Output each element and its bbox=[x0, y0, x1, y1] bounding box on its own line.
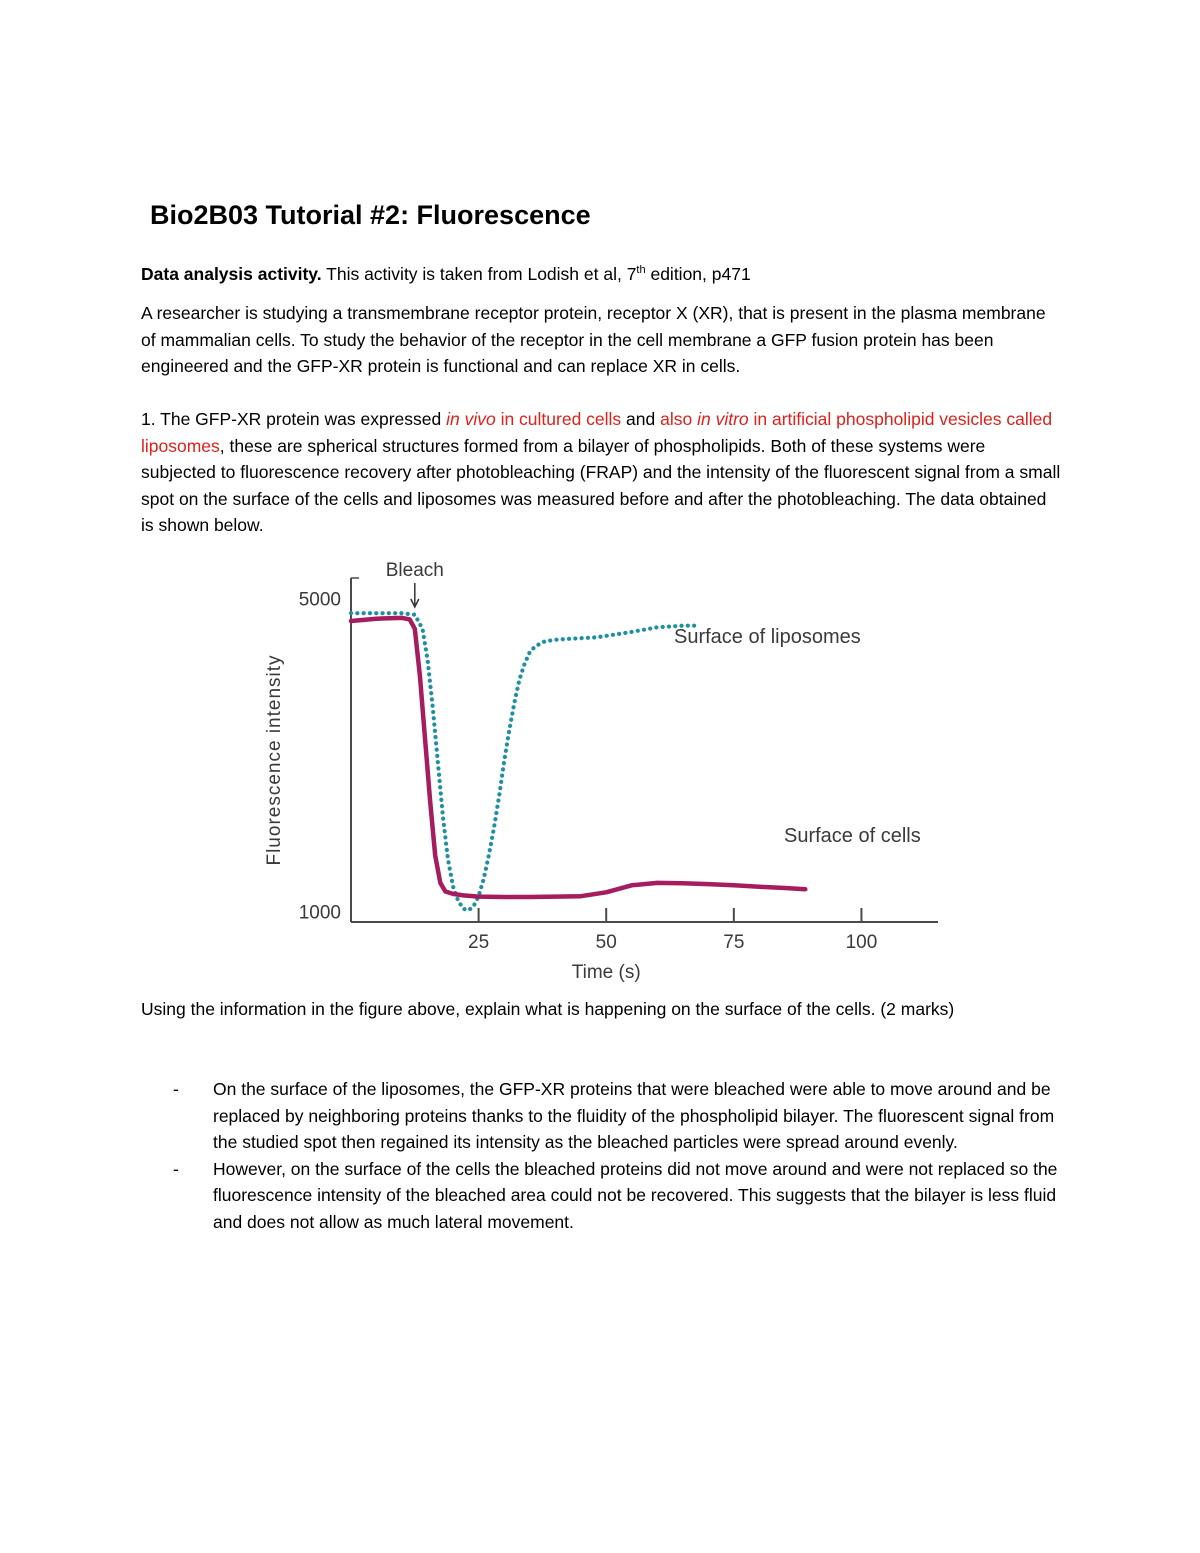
in-vitro-text: in vitro bbox=[697, 409, 749, 429]
question-prompt: Using the information in the figure above, explain what is happening on the surface of the cells. (2 marks) bbox=[141, 999, 955, 1019]
answer-text: On the surface of the liposomes, the GFP-XR proteins that were bleached were able to move around and be replaced by neighboring proteins thanks to the fluidity of the phospholipid bilayer. The fluorescent signal from the studied spot then regained its intensity as the bleached particles were spread around evenly. bbox=[213, 1079, 1055, 1152]
x-tick-label: 75 bbox=[723, 932, 745, 953]
y-tick-label: 1000 bbox=[298, 902, 341, 924]
intro-label: Data analysis activity. bbox=[141, 264, 322, 284]
answer-text: However, on the surface of the cells the bleached proteins did not move around and were not replaced so the fluorescence intensity of the bleached area could not be recovered. This suggests that the bilayer is less fluid and does not allow as much lateral movement. bbox=[213, 1158, 1058, 1232]
y-axis-label: Fluorescence intensity bbox=[264, 654, 285, 866]
cultured-cells-text: in cultured cells bbox=[495, 409, 622, 429]
y-tick-label: 5000 bbox=[298, 589, 341, 611]
x-tick-label: 50 bbox=[595, 932, 617, 953]
answer-item bbox=[141, 1076, 1071, 1156]
answer-list bbox=[141, 1076, 1071, 1235]
intro-source-end: edition, p471 bbox=[645, 264, 751, 284]
question-text-b: and bbox=[621, 409, 661, 429]
x-tick-label: 100 bbox=[845, 932, 878, 953]
x-tick-label: 25 bbox=[468, 932, 490, 953]
question-text-c: , these are spherical structures formed from a bilayer of phospholipids. Both of these systems were subjected to fluorescence recovery after photobleaching (FRAP) and the intensity of the fluorescent signal from a small spot on the surface of the cells and liposomes was measured before and after the photobleaching. The data obtained is shown below. bbox=[141, 435, 1061, 535]
liposomes-text: in artificial phospholipid vesicles called liposomes bbox=[141, 409, 1053, 456]
series-cells-line bbox=[351, 618, 805, 897]
series-label-cells: Surface of cells bbox=[784, 825, 921, 847]
bullet-dash: - bbox=[173, 1158, 179, 1179]
frap-chart bbox=[250, 555, 950, 985]
page-title: Bio2B03 Tutorial #2: Fluorescence bbox=[150, 200, 591, 230]
question-1 bbox=[141, 406, 1061, 539]
series-liposomes-line bbox=[351, 613, 698, 910]
series-label-liposomes: Surface of liposomes bbox=[674, 626, 861, 648]
frap-chart-svg bbox=[250, 555, 950, 985]
intro-source: This activity is taken from Lodish et al, 7 bbox=[321, 264, 637, 284]
question-number: 1. bbox=[141, 409, 161, 429]
question-text-a: The GFP-XR protein was expressed bbox=[160, 409, 447, 429]
intro-source-sup: th bbox=[636, 264, 646, 277]
bullet-dash: - bbox=[173, 1079, 179, 1099]
paragraph-1: A researcher is studying a transmembrane receptor protein, receptor X (XR), that is present in the plasma membrane of mammalian cells. To study the behavior of the receptor in the cell membrane a GFP fusion protein has been engineered and the GFP-XR protein is functional and can replace XR in cells. bbox=[141, 303, 1046, 376]
in-vivo-text: in vivo bbox=[446, 409, 496, 429]
bleach-label: Bleach bbox=[385, 560, 444, 581]
intro-line bbox=[141, 261, 1061, 288]
also-text: also bbox=[660, 409, 698, 429]
x-axis-label: Time (s) bbox=[571, 962, 641, 983]
answer-item bbox=[141, 1156, 1071, 1236]
